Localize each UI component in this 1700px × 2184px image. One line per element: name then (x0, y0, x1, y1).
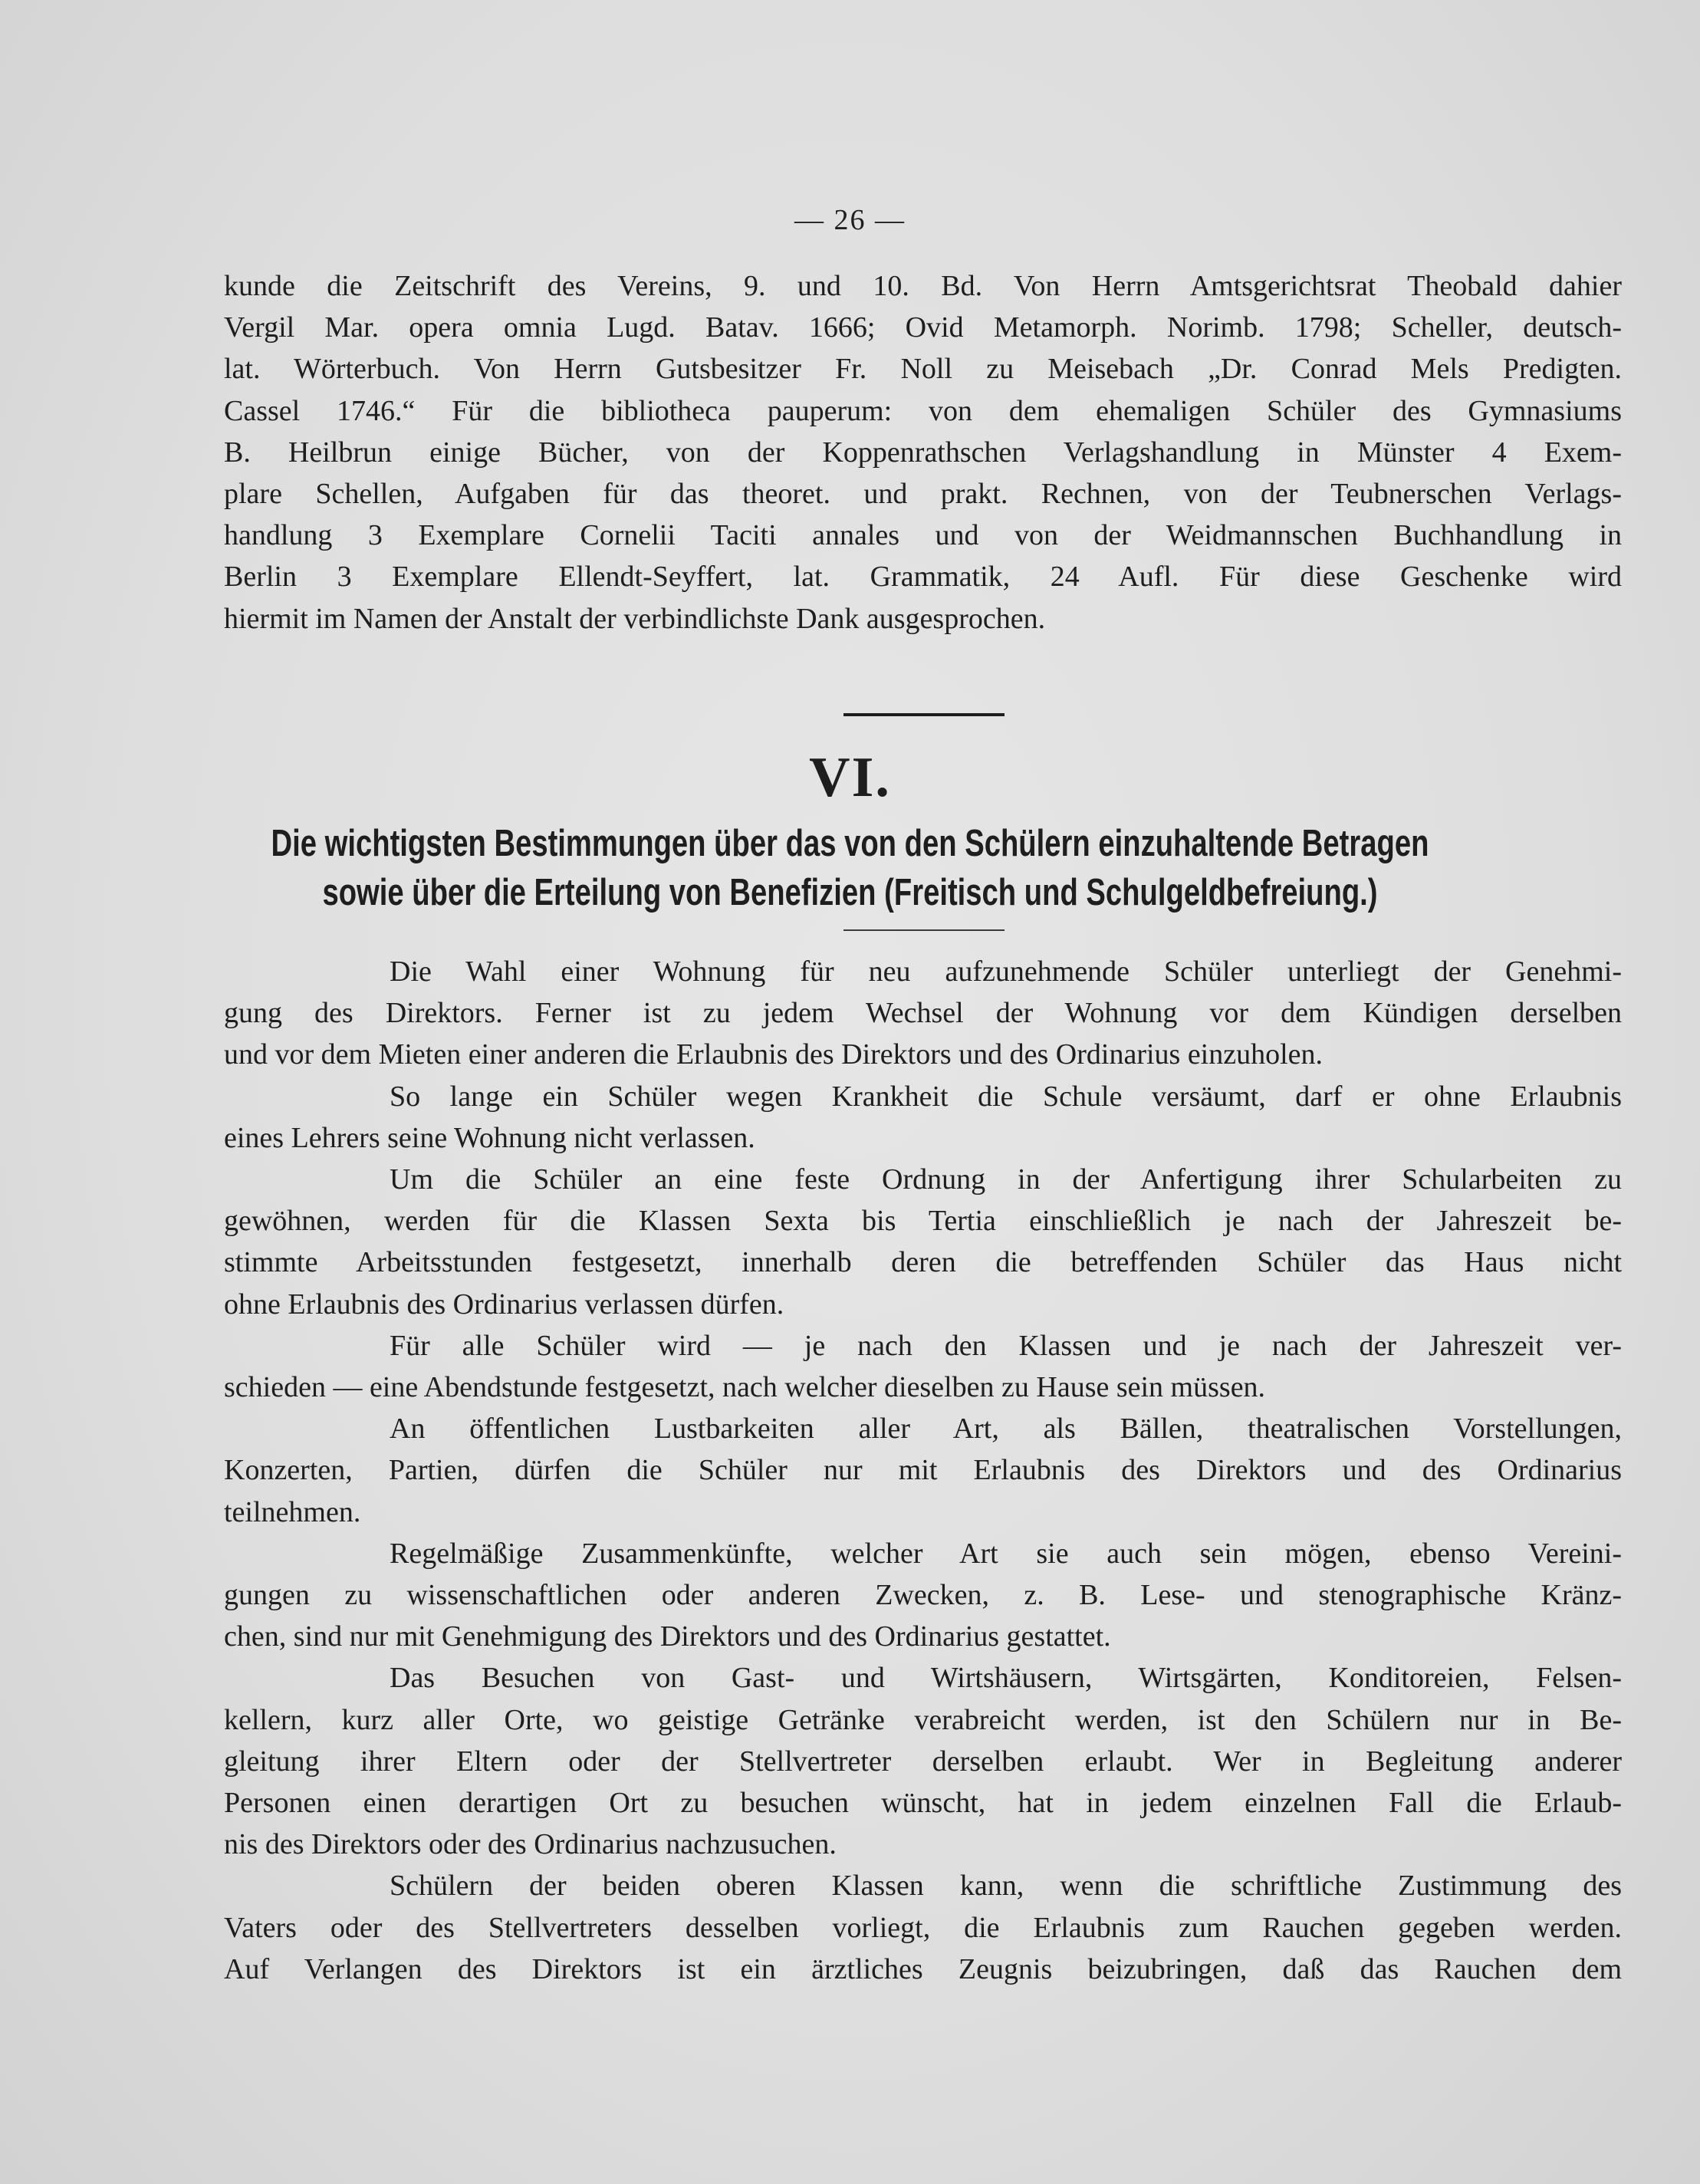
text-line: handlung 3 Exemplare Cornelii Taciti annales und von der Weidmannschen Buchhandlung in (224, 519, 1622, 552)
text-line: teilnehmen. (224, 1495, 361, 1528)
text-line: Die Wahl einer Wohnung für neu aufzunehmende Schüler unterliegt der Genehmi- (390, 956, 1622, 988)
text-line: stimmte Arbeitsstunden festgesetzt, innerhalb deren die betreffenden Schüler das Haus nicht (224, 1246, 1622, 1279)
text-line: hiermit im Namen der Anstalt der verbindlichste Dank ausgesprochen. (224, 602, 1046, 635)
text-line: Für alle Schüler wird — je nach den Klassen und je nach der Jahreszeit ver- (390, 1329, 1622, 1362)
text-line: An öffentlichen Lustbarkeiten aller Art, als Bällen, theatralischen Vorstellungen, (390, 1413, 1622, 1446)
text-line: Personen einen derartigen Ort zu besuchen wünscht, hat in jedem einzelnen Fall die Erlaub- (224, 1787, 1622, 1820)
text-line: B. Heilbrun einige Bücher, von der Koppenrathschen Verlagshandlung in Münster 4 Exem- (224, 436, 1622, 469)
section-number: VI. (809, 746, 891, 809)
text-line: Vaters oder des Stellvertreters desselben vorliegt, die Erlaubnis zum Rauchen gegeben werden. (224, 1911, 1622, 1944)
body-text (224, 951, 1622, 1990)
text-line: So lange ein Schüler wegen Krankheit die Schule versäumt, darf er ohne Erlaubnis (390, 1080, 1622, 1113)
text-line: gleitung ihrer Eltern oder der Stellvertreter derselben erlaubt. Wer in Begleitung anderer (224, 1745, 1622, 1778)
text-line: Berlin 3 Exemplare Ellendt-Seyffert, lat. Grammatik, 24 Aufl. Für diese Geschenke wird (224, 561, 1622, 594)
text-line: kellern, kurz aller Orte, wo geistige Getränke verabreicht werden, ist den Schülern nur in Be- (224, 1703, 1622, 1736)
text-line: Schülern der beiden oberen Klassen kann, wenn die schriftliche Zustimmung des (390, 1870, 1622, 1903)
intro-paragraph (224, 265, 1622, 640)
text-line: gewöhnen, werden für die Klassen Sexta bis Tertia einschließlich je nach der Jahreszeit be- (224, 1205, 1622, 1238)
text-line: gung des Direktors. Ferner ist zu jedem Wechsel der Wohnung vor dem Kündigen derselben (224, 997, 1622, 1030)
text-line: Vergil Mar. opera omnia Lugd. Batav. 1666; Ovid Metamorph. Norimb. 1798; Scheller, deutsch- (224, 311, 1622, 344)
text-line: Das Besuchen von Gast- und Wirtshäusern, Wirtsgärten, Konditoreien, Felsen- (390, 1662, 1622, 1695)
section-divider-bottom (843, 929, 1005, 931)
section-title-line: sowie über die Erteilung von Benefizien (Freitisch und Schulgeldbefreiung.) (322, 872, 1378, 913)
text-line: Regelmäßige Zusammenkünfte, welcher Art sie auch sein mögen, ebenso Vereini- (390, 1537, 1622, 1570)
text-line: schieden — eine Abendstunde festgesetzt, nach welcher dieselben zu Hause sein müssen. (224, 1371, 1266, 1404)
text-line: gungen zu wissenschaftlichen oder anderen Zwecken, z. B. Lese- und stenographische Kränz- (224, 1579, 1622, 1612)
text-line: Konzerten, Partien, dürfen die Schüler nur mit Erlaubnis des Direktors und des Ordinarius (224, 1454, 1622, 1487)
text-line: plare Schellen, Aufgaben für das theoret. und prakt. Rechnen, von der Teubnerschen Verlags- (224, 478, 1622, 511)
text-line: ohne Erlaubnis des Ordinarius verlassen dürfen. (224, 1288, 784, 1321)
text-line: chen, sind nur mit Genehmigung des Direktors und des Ordinarius gestattet. (224, 1620, 1111, 1653)
text-line: lat. Wörterbuch. Von Herrn Gutsbesitzer Fr. Noll zu Meisebach „Dr. Conrad Mels Predigten. (224, 353, 1622, 386)
text-line: nis des Direktors oder des Ordinarius nachzusuchen. (224, 1828, 837, 1861)
text-line: Um die Schüler an eine feste Ordnung in der Anfertigung ihrer Schularbeiten zu (390, 1163, 1622, 1196)
section-title (187, 819, 1513, 917)
text-line: Auf Verlangen des Direktors ist ein ärztliches Zeugnis beizubringen, daß das Rauchen dem (224, 1952, 1622, 1985)
section-divider-top (843, 713, 1005, 716)
text-line: und vor dem Mieten einer anderen die Erlaubnis des Direktors und des Ordinarius einzuholen. (224, 1038, 1324, 1071)
text-line: kunde die Zeitschrift des Vereins, 9. und 10. Bd. Von Herrn Amtsgerichtsrat Theobald dahier (224, 270, 1622, 302)
page-number: — 26 — (794, 204, 906, 236)
text-line: eines Lehrers seine Wohnung nicht verlassen. (224, 1121, 755, 1154)
text-line: Cassel 1746.“ Für die bibliotheca pauperum: von dem ehemaligen Schüler des Gymnasiums (224, 394, 1622, 427)
section-title-line: Die wichtigsten Bestimmungen über das von den Schülern einzuhaltende Betragen (271, 823, 1429, 864)
